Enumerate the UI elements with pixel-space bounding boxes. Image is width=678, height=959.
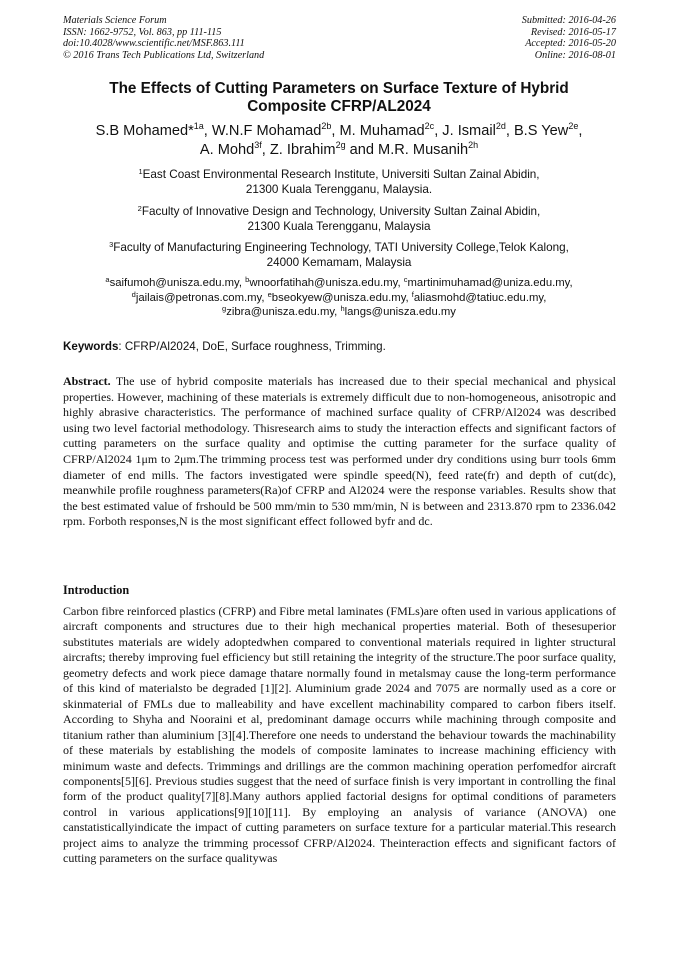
journal-doi[interactable]: doi:10.4028/www.scientific.net/MSF.863.111 <box>63 38 245 50</box>
author: M. Muhamad$^{2c}$ <box>339 121 435 139</box>
email-link[interactable]: $^a$saifumoh@unisza.edu.my <box>105 275 239 289</box>
email-link[interactable]: $^e$bseokyew@unisza.edu.my <box>267 289 406 304</box>
introduction-body <box>63 604 616 867</box>
email-line-1: $^a$saifumoh@unisza.edu.my, $^b$wnoorfatihah@unisza.edu.my, $^c$martinimuhamad@uniza.edu.my, <box>105 275 573 289</box>
keywords-label: Keywords <box>63 340 119 353</box>
author: W.N.F Mohamad$^{2b}$ <box>211 121 332 139</box>
publication-dates <box>522 15 616 61</box>
journal-copyright: © 2016 Trans Tech Publications Ltd, Switzerland <box>63 49 265 61</box>
author-emails <box>60 276 618 320</box>
keywords-text: : CFRP/Al2024, DoE, Surface roughness, Trimming. <box>118 340 386 353</box>
email-link[interactable]: $^b$wnoorfatihah@unisza.edu.my <box>245 275 398 289</box>
author: J. Ismail$^{2d}$ <box>442 121 506 139</box>
author-line-1: S.B Mohamed*$^{1a}$, W.N.F Mohamad$^{2b}$, M. Muhamad$^{2c}$, J. Ismail$^{2d}$, B.S Yew$^{2e}$, <box>95 121 583 139</box>
journal-info <box>63 15 264 61</box>
affiliation-3: $^3$Faculty of Manufacturing Engineering Technology, TATI University College,Telok Kalong, 24000 Kemamam, Malaysia <box>109 240 569 269</box>
keywords <box>63 340 616 354</box>
paper-title <box>40 80 638 116</box>
author-line-2: A. Mohd$^{3f}$, Z. Ibrahim$^{2g}$ and M.R. Musanih$^{2h}$ <box>199 140 479 158</box>
author: Z. Ibrahim$^{2g}$ <box>269 140 346 158</box>
author: B.S Yew$^{2e}$ <box>513 121 579 139</box>
email-link[interactable]: $^f$aliasmohd@tatiuc.edu.my <box>411 289 544 304</box>
abstract-label: Abstract. <box>63 374 111 388</box>
email-link[interactable]: $^g$zibra@unisza.edu.my <box>222 304 335 319</box>
journal-name: Materials Science Forum <box>63 15 167 26</box>
paper-title-line2: Composite CFRP/AL2024 <box>247 98 431 115</box>
email-link[interactable]: $^d$jailais@petronas.com.my <box>131 289 262 304</box>
affiliation-2: $^2$Faculty of Innovative Design and Technology, University Sultan Zainal Abidin, 21300 Kuala Terengganu, Malaysia <box>137 204 541 233</box>
section-heading-introduction: Introduction <box>63 583 130 597</box>
email-link[interactable]: $^h$langs@unisza.edu.my <box>340 304 456 319</box>
introduction-paragraph: Carbon fibre reinforced plastics (CFRP) and Fibre metal laminates (FMLs)are often used in various applications of aircraft components and structures due to their high mechanical properties material. Both of thesesuperior substitutes materials are widely adoptedwhen compared to conventional materials required in lighter structural aircrafts; thereby improving fuel efficiency but still retaining the integrity of the structure.The poor surface quality, geometry defects and work piece damage thatare normally found in metalsmay cause the long-term performance of this kind of materialsto be degraded [1][2]. Aluminium grade 2024 and 7075 are normally used as a core or skinmaterial of FMLs due to malleability and have excellent machinability compared to carbon fibers itself. According to Shyha and Nooraini et al, predominant damage occurrs while machining through composite and titanium rather than aluminium [3][4].Therefore one needs to understand the behaviour towards the machinability of these materials by establishing the models of composite laminates to increase machining efficiency with minimum waste and defects. Trimmings and drillings are the common machining operation perfomedfor aircraft components[5][6]. Previous studies suggest that the need of surface finish is very important in controlling the final form of the product quality[7][8].Many authors applied factorial designs for optimal conditions of parameters control in various applications[9][10][11]. By employing an analysis of variance (ANOVA) one canstatisticallyindicate the impact of cutting parameters on surface texture for a particular material.This research project aims to analyze the trimming processof CFRP/Al2024. Theinteraction effects and significant factors of cutting parameters on the surface qualitywas <box>63 604 616 866</box>
accepted-date: Accepted: 2016-05-20 <box>525 38 616 50</box>
abstract <box>63 374 616 530</box>
email-link[interactable]: $^c$martinimuhamad@uniza.edu.my <box>403 275 570 289</box>
submitted-date: Submitted: 2016-04-26 <box>521 15 616 26</box>
author: S.B Mohamed*$^{1a}$ <box>95 121 204 139</box>
journal-issn: ISSN: 1662-9752, Vol. 863, pp 111-115 <box>63 26 222 38</box>
paper-title-line1: The Effects of Cutting Parameters on Surface Texture of Hybrid <box>109 80 569 97</box>
abstract-text: The use of hybrid composite materials has increased due to their special mechanical and physical properties. However, machining of these materials is extremely difficult due to non-homogeneous, anisotropic and highly abrasive characteristics. The performance of machined surface quality of CFRP/Al2024 was described using two level factorial methodology. Thisresearch aims to study the interaction effects and significant factors of cutting parameters on the surface quality and optimise the cutting parameter for the surface quality of CFRP/Al2024 1μm to 2μm.The trimming process test was performed under dry conditions using burr tools 6mm diameter of end mills. The factors investigated were spindle speed(N), feed rate(fr) and depth of cut(dc), meanwhile profile roughness parameters(Ra)of CFRP and Al2024 were the response variables. Results show that the best estimated value of frshould be 500 mm/min to 530 mm/min, N is between and 2313.870 rpm to 2336.042 rpm. Forboth responses,N is the most significant effect followed byfr and dc. <box>63 374 616 529</box>
email-line-3: $^g$zibra@unisza.edu.my, $^h$langs@unisza.edu.my <box>222 304 456 319</box>
revised-date: Revised: 2016-05-17 <box>530 26 616 38</box>
author-list <box>40 122 638 160</box>
affiliation-1: $^1$East Coast Environmental Research Institute, Universiti Sultan Zainal Abidin, 21300 Kuala Terengganu, Malaysia. <box>138 167 540 196</box>
email-line-2: $^d$jailais@petronas.com.my, $^e$bseokyew@unisza.edu.my, $^f$aliasmohd@tatiuc.edu.my, <box>131 289 547 304</box>
author: A. Mohd$^{3f}$ <box>199 140 262 158</box>
online-date: Online: 2016-08-01 <box>534 49 616 61</box>
author: M.R. Musanih$^{2h}$ <box>378 140 479 158</box>
